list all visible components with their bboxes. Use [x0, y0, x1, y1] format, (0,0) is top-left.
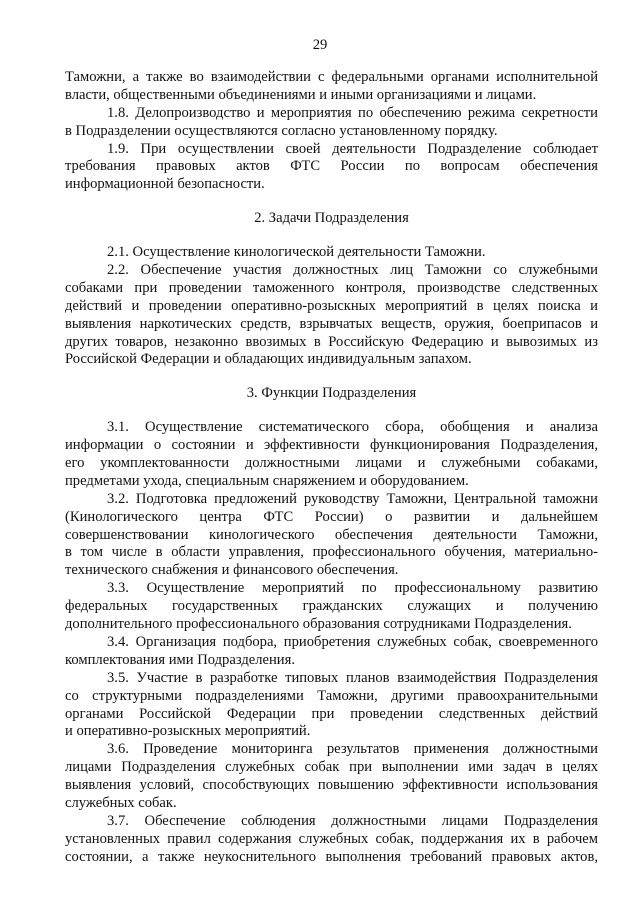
page-number: 29 [312, 37, 328, 53]
paragraph [65, 491, 598, 580]
paragraph [65, 105, 598, 141]
paragraph [65, 69, 598, 105]
text-line: Российской Федерации и обладающих индивидуальным запахом. [65, 351, 472, 368]
text-line: комплектования ими Подразделения. [65, 651, 295, 668]
text-line: технического снабжения и финансового обеспечения. [65, 562, 399, 579]
section-heading: 2. Задачи Подразделения [254, 210, 409, 227]
text-line: органами Российской Федерации при проведении следственных действий [65, 705, 598, 722]
paragraph [65, 634, 598, 670]
text-line: совершенствовании кинологического обеспечения деятельности Таможни, [65, 526, 598, 543]
text-line: 1.9. При осуществлении своей деятельности Подразделение соблюдает [107, 140, 598, 157]
text-line: 3.3. Осуществление мероприятий по профессиональному развитию [107, 580, 598, 597]
text-line: предметами ухода, специальным снаряжением и оборудованием. [65, 472, 469, 489]
text-line: 3.1. Осуществление систематического сбора, обобщения и анализа [107, 419, 598, 436]
text-line: 2.2. Обеспечение участия должностных лиц Таможни со служебными [107, 262, 598, 279]
text-line: состоянии, а также неукоснительного выполнения требований правовых актов, [65, 848, 598, 865]
text-line: служебных собак. [65, 794, 177, 811]
text-line: его укомплектованности должностными лицами и служебными собаками, [65, 455, 598, 472]
spacer [65, 403, 598, 419]
document-body [65, 69, 598, 867]
text-line: в том числе в области управления, профессионального обучения, материально- [65, 544, 598, 561]
text-line: и оперативно-розыскных мероприятий. [65, 723, 311, 740]
text-line: собаками при проведении таможенного контроля, производстве следственных [65, 279, 598, 296]
text-line: 3.4. Организация подбора, приобретения служебных собак, своевременного [107, 633, 598, 650]
text-line: (Кинологического центра ФТС России) о развитии и дальнейшем [65, 508, 598, 525]
text-line: в Подразделении осуществляются согласно установленному порядку. [65, 122, 498, 139]
text-line: Таможни, а также во взаимодействии с федеральными органами исполнительной [65, 69, 598, 85]
text-line: 3.7. Обеспечение соблюдения должностными лицами Подразделения [107, 812, 598, 829]
paragraph [65, 813, 598, 867]
paragraph [65, 580, 598, 634]
text-line: власти, общественными объединениями и иными организациями и лицами. [65, 86, 537, 103]
spacer [65, 369, 598, 385]
text-line: 3.2. Подготовка предложений руководству Таможни, Центральной таможни [107, 490, 598, 507]
text-line: 3.6. Проведение мониторинга результатов применения должностными [107, 741, 598, 758]
text-line: требования правовых актов ФТС России по вопросам обеспечения [65, 158, 598, 175]
spacer [65, 228, 598, 244]
text-line: лицами Подразделения служебных собак при выполнении ими задач в целях [65, 759, 598, 776]
text-line: со структурными подразделениями Таможни, другими правоохранительными [65, 687, 598, 704]
text-line: выявления наркотических средств, взрывчатых веществ, оружия, боеприпасов и [65, 315, 598, 332]
text-line: других товаров, незаконно ввозимых в Российскую Федерацию и вывозимых из [65, 333, 598, 350]
paragraph [65, 419, 598, 491]
paragraph [65, 262, 598, 369]
paragraph [65, 141, 598, 195]
text-line: 3.5. Участие в разработке типовых планов взаимодействия Подразделения [107, 669, 598, 686]
text-line: информационной безопасности. [65, 176, 265, 193]
text-line: действий и проведении оперативно-розыскных мероприятий в целях поиска и [65, 297, 598, 314]
text-line: 1.8. Делопроизводство и мероприятия по обеспечению режима секретности [107, 104, 598, 121]
text-line: федеральных государственных гражданских служащих и получению [65, 598, 598, 615]
section-heading: 3. Функции Подразделения [246, 385, 417, 402]
paragraph [65, 741, 598, 813]
text-line: информации о состоянии и эффективности функционирования Подразделения, [65, 437, 598, 454]
paragraph [65, 244, 598, 262]
spacer [65, 194, 598, 210]
paragraph [65, 670, 598, 742]
text-line: выявления условий, способствующих повышению эффективности использования [65, 777, 598, 794]
text-line: установленных правил содержания служебных собак, поддержания их в рабочем [65, 830, 598, 847]
text-line: дополнительного профессионального образования сотрудниками Подразделения. [65, 616, 572, 633]
text-line: 2.1. Осуществление кинологической деятельности Таможни. [107, 244, 486, 261]
